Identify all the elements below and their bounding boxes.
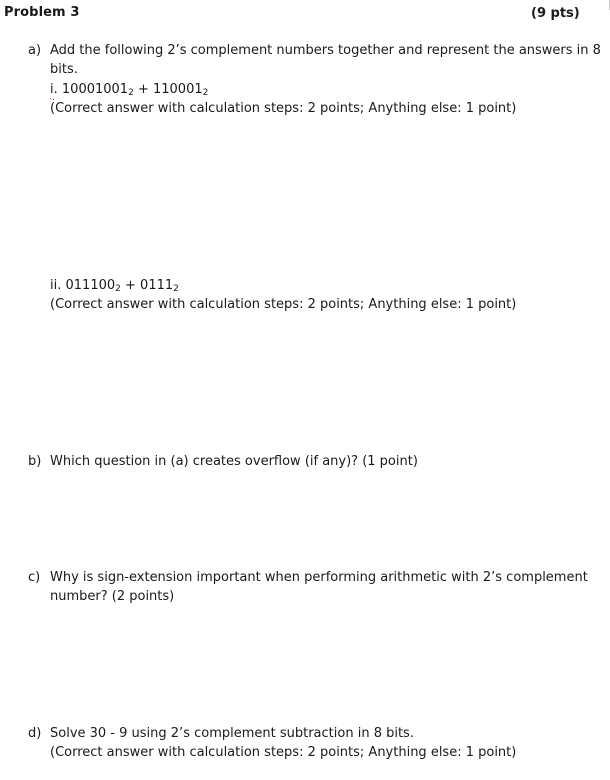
- problem-points: (9 pts): [531, 6, 580, 21]
- item-ii-operator: +: [120, 278, 141, 293]
- item-i-base1: 2: [128, 88, 134, 98]
- part-c-question-line1: Why is sign-extension important when performing arithmetic with 2’s complement: [50, 570, 588, 585]
- item-ii-prefix: ii.: [50, 278, 66, 293]
- item-i-base2: 2: [202, 88, 209, 98]
- part-b-question: Which question in (a) creates overflow (if any)? (1 point): [50, 454, 418, 469]
- part-a-question-line2: bits.: [50, 62, 78, 77]
- part-c-question-line2: number? (2 points): [50, 589, 175, 604]
- item-i-operand1: 10001001: [61, 82, 129, 97]
- item-i-operand2: 110001: [152, 82, 203, 97]
- item-ii-operand1: 011100: [65, 278, 116, 293]
- part-d-question: Solve 30 - 9 using 2’s complement subtraction in 8 bits.: [50, 726, 414, 741]
- item-ii-operand2: 0111: [140, 278, 174, 293]
- part-c-label: c): [28, 570, 41, 585]
- corner-mark: [604, 0, 610, 10]
- part-d-label: d): [28, 726, 42, 741]
- part-a-question-line1: Add the following 2’s complement numbers together and represent the answers in 8: [50, 43, 601, 58]
- part-a-grading-ii: (Correct answer with calculation steps: 2 points; Anything else: 1 point): [50, 297, 517, 312]
- item-i-dot: .: [53, 82, 58, 97]
- problem-title: Problem 3: [4, 5, 80, 20]
- item-i-operator: +: [133, 82, 153, 97]
- item-ii-base1: 2: [115, 284, 121, 294]
- part-d-grading: (Correct answer with calculation steps: 2 points; Anything else: 1 point): [50, 745, 517, 760]
- part-a-label: a): [28, 43, 42, 58]
- part-b-label: b): [28, 454, 42, 469]
- item-ii-base2: 2: [173, 284, 179, 294]
- spellcheck-marked-i: i: [50, 82, 54, 97]
- part-a-grading-i: (Correct answer with calculation steps: 2 points; Anything else: 1 point): [50, 101, 517, 116]
